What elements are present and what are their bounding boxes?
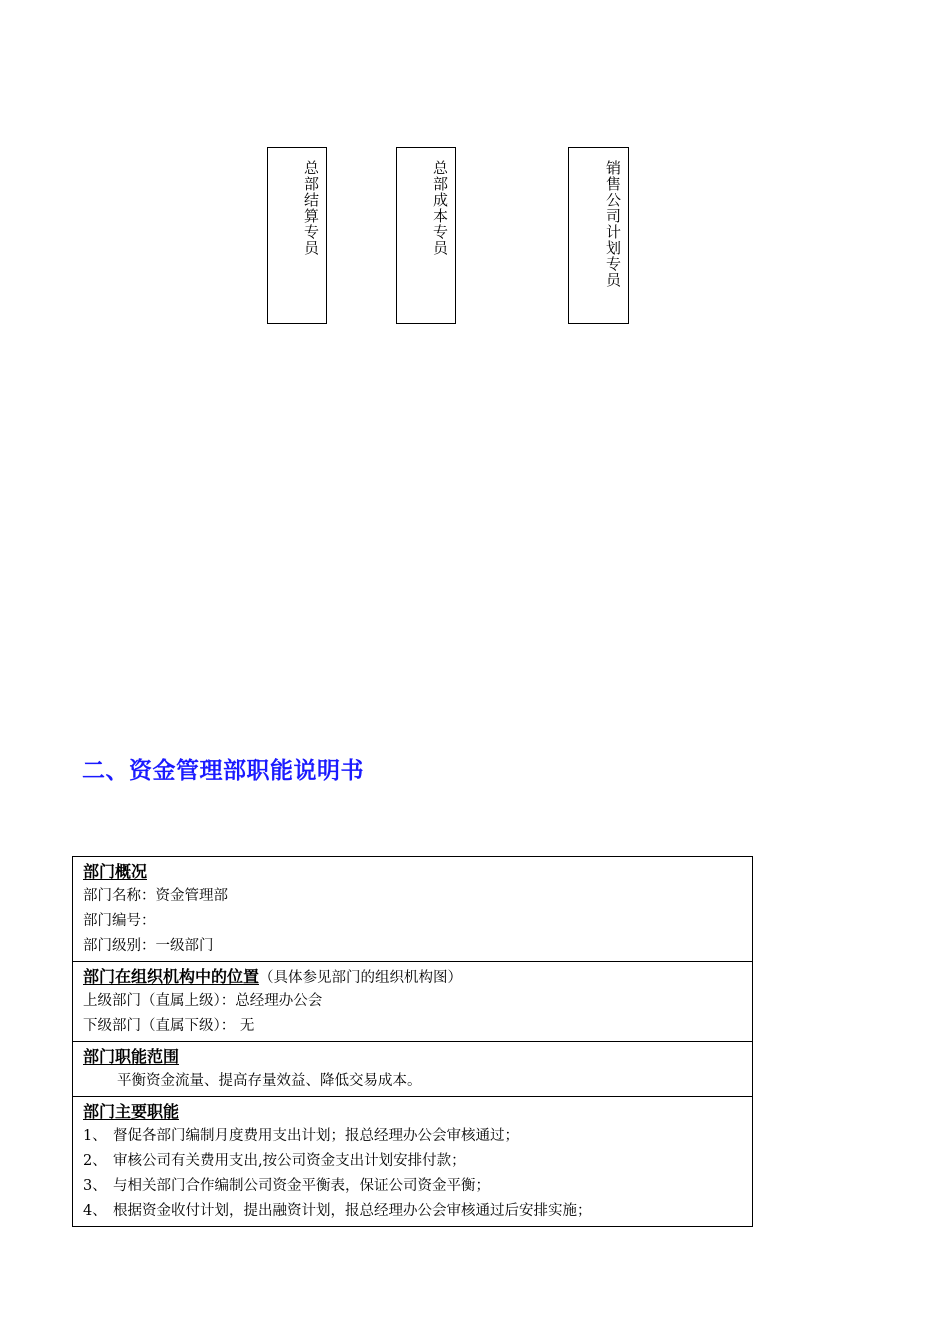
list-item xyxy=(83,1149,752,1174)
position-note: （具体参见部门的组织机构图） xyxy=(259,970,463,986)
list-item xyxy=(83,1199,752,1224)
position-section xyxy=(73,962,752,1042)
org-box-label: 总部成本专员 xyxy=(431,160,449,256)
overview-section xyxy=(73,857,752,962)
org-box-sales-plan-specialist xyxy=(568,147,629,324)
org-box-label: 销售公司计划专员 xyxy=(604,160,622,288)
section-heading: 二、资金管理部职能说明书 xyxy=(82,758,364,784)
org-box-cost-specialist xyxy=(396,147,456,324)
item-text: 根据资金收付计划，提出融资计划，报总经理办公会审核通过后安排实施； xyxy=(113,1203,592,1219)
item-text: 与相关部门合作编制公司资金平衡表，保证公司资金平衡； xyxy=(113,1178,490,1194)
scope-section xyxy=(73,1042,752,1097)
item-number: 1、 xyxy=(83,1128,107,1144)
org-box-settlement-specialist xyxy=(267,147,327,324)
item-number: 3、 xyxy=(83,1178,107,1194)
list-item xyxy=(83,1174,752,1199)
item-number: 2、 xyxy=(83,1153,107,1169)
superior-department: 上级部门（直属上级）：总经理办公会 xyxy=(83,993,323,1009)
department-code: 部门编号： xyxy=(83,913,156,929)
subordinate-department: 下级部门（直属下级）： 无 xyxy=(83,1018,255,1034)
overview-title: 部门概况 xyxy=(83,862,148,881)
duties-title: 部门主要职能 xyxy=(83,1102,180,1121)
scope-title: 部门职能范围 xyxy=(83,1047,180,1066)
org-box-label: 总部结算专员 xyxy=(302,160,320,256)
position-title: 部门在组织机构中的位置 xyxy=(83,967,260,986)
duties-section xyxy=(73,1097,752,1226)
department-name: 部门名称：资金管理部 xyxy=(83,888,228,904)
item-number: 4、 xyxy=(83,1203,107,1219)
department-spec-table xyxy=(72,856,753,1227)
department-level: 部门级别：一级部门 xyxy=(83,938,214,954)
list-item xyxy=(83,1124,752,1149)
item-text: 督促各部门编制月度费用支出计划；报总经理办公会审核通过； xyxy=(113,1128,519,1144)
scope-text: 平衡资金流量、提高存量效益、降低交易成本。 xyxy=(117,1073,422,1089)
item-text: 审核公司有关费用支出,按公司资金支出计划安排付款； xyxy=(113,1153,466,1169)
